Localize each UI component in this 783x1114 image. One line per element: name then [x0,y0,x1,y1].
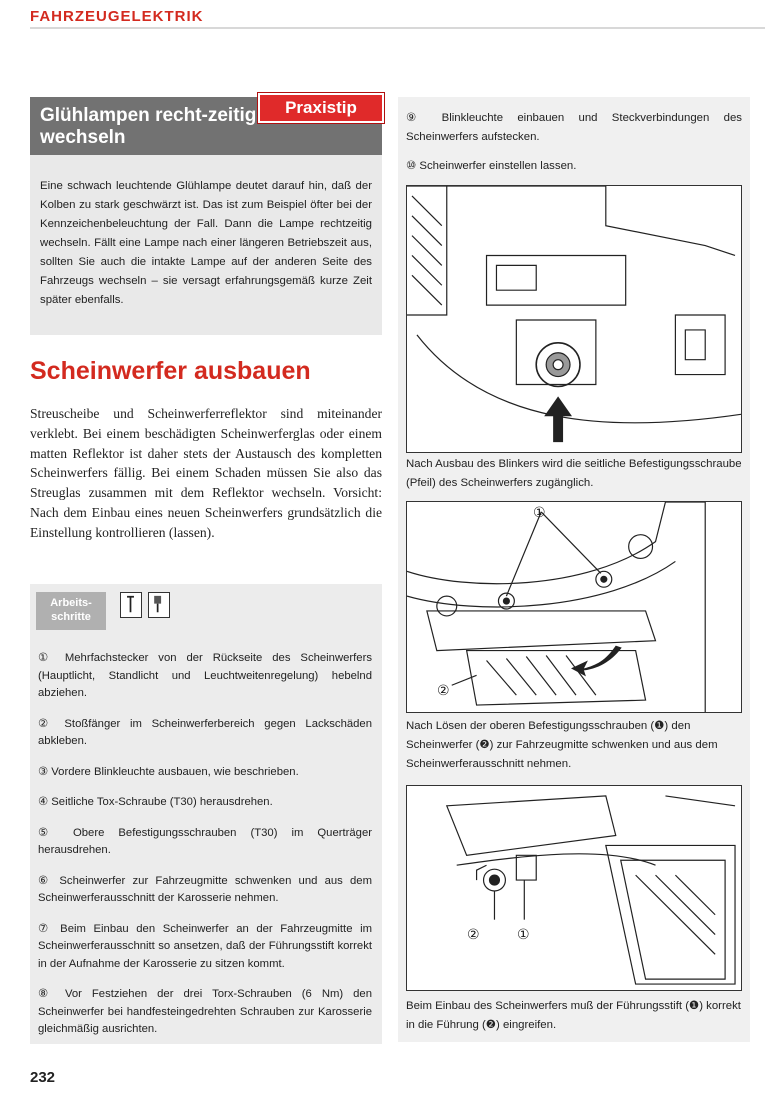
figure-headlight-swing-caption: Nach Lösen der oberen Befestigungsschrauben (❶) den Scheinwerfer (❷) zur Fahrzeugmitte schwenken und aus dem Scheinwerferausschnitt nehmen. [406,720,718,770]
work-steps-box [30,584,382,1044]
step-7: ⑦ Beim Einbau den Scheinwerfer an der Fahrzeugmitte im Scheinwerferausschnitt so ansetzen, daß der Führungsstift korrekt in der Aufnahme der Karosserie zu sitzen kommt. [38,922,372,970]
step-2: ② Stoßfänger im Scheinwerferbereich gegen Lackschäden abkleben. [38,717,372,747]
figure-callout-2: ② [437,682,450,698]
figure-guide-pin [406,785,742,991]
figure-side-screw-drawing [407,186,741,452]
step-5: ⑤ Obere Befestigungsschrauben (T30) im Querträger herausdrehen. [38,826,372,856]
step-9: ⑨ Blinkleuchte einbauen und Steckverbindungen des Scheinwerfers aufstecken. [406,112,742,143]
figure-guide-pin-caption: Beim Einbau des Scheinwerfers muß der Führungsstift (❶) korrekt in die Führung (❷) eingreifen. [406,1000,741,1031]
header-rule [30,27,765,29]
screwdriver-tool-icon [148,592,170,618]
step-6: ⑥ Scheinwerfer zur Fahrzeugmitte schwenken und aus dem Scheinwerferausschnitt der Karosserie nehmen. [38,874,372,904]
arrow-icon [544,396,572,442]
work-steps-list [38,650,372,1052]
figure-guide-pin-drawing [407,786,741,990]
figure-side-screw [406,185,742,453]
figure-callout-1: ① [533,504,546,520]
step-10: ⑩ Scheinwerfer einstellen lassen. [406,160,577,172]
step-1: ① Mehrfachstecker von der Rückseite des Scheinwerfers (Hauptlicht, Standlicht und Leuchtweitenregelung) hebelnd abziehen. [38,652,372,699]
page-number: 232 [30,1069,56,1086]
figure-headlight-swing [406,501,742,713]
section-header: FAHRZEUGELEKTRIK [30,8,204,25]
step-4: ④ Seitliche Tox-Schraube (T30) herausdrehen. [38,796,273,808]
tip-text: Eine schwach leuchtende Glühlampe deutet darauf hin, daß der Kolben zu stark geschwärzt ist. Das ist zum Beispiel öfter bei der Kennzeichenbeleuchtung der Fall. Dann die Lampe rechtzeitig wechseln. Fällt eine Lampe nach einer längeren Betriebszeit aus, sollten Sie auch die intakte Lampe auf der anderen Seite des Fahrzeugs wechseln – sie versagt erfahrungsgemäß kurze Zeit später ebenfalls. [40,180,372,306]
step-3: ③ Vordere Blinkleuchte ausbauen, wie beschrieben. [38,765,299,778]
figure-headlight-swing-drawing [407,502,741,712]
wrench-tool-icon [120,592,142,618]
tip-badge: Praxistip [258,93,384,123]
figure-callout-2: ② [467,926,480,942]
work-steps-label: Arbeits-schritte [36,592,106,630]
intro-paragraph: Streuscheibe und Scheinwerferreflektor sind miteinander verklebt. Bei einem beschädigten Scheinwerferglas oder einem matten Reflektor ist daher stets der Austausch des kompletten Scheinwerfers fällig. Bei einem Schaden müssen Sie also das Streuglas zusammen mit dem Reflektor wechseln. Vorsicht: Nach dem Einbau eines neuen Scheinwerfers grundsätzlich die Einstellung kontrollieren (lassen). [30,406,382,540]
step-8: ⑧ Vor Festziehen der drei Torx-Schrauben (6 Nm) den Scheinwerfer bei handfesteingedrehten Schrauben zur Karosserie gleichmäßig ausrichten. [38,988,372,1035]
main-heading: Scheinwerfer ausbauen [30,357,311,385]
figure-side-screw-caption: Nach Ausbau des Blinkers wird die seitliche Befestigungsschraube (Pfeil) des Scheinwerfers zugänglich. [406,458,742,489]
practice-tip-box [30,97,382,335]
right-column [398,97,750,1042]
tip-title: Glühlampen recht-zeitig wechseln [40,105,257,148]
figure-callout-1: ① [517,926,530,942]
